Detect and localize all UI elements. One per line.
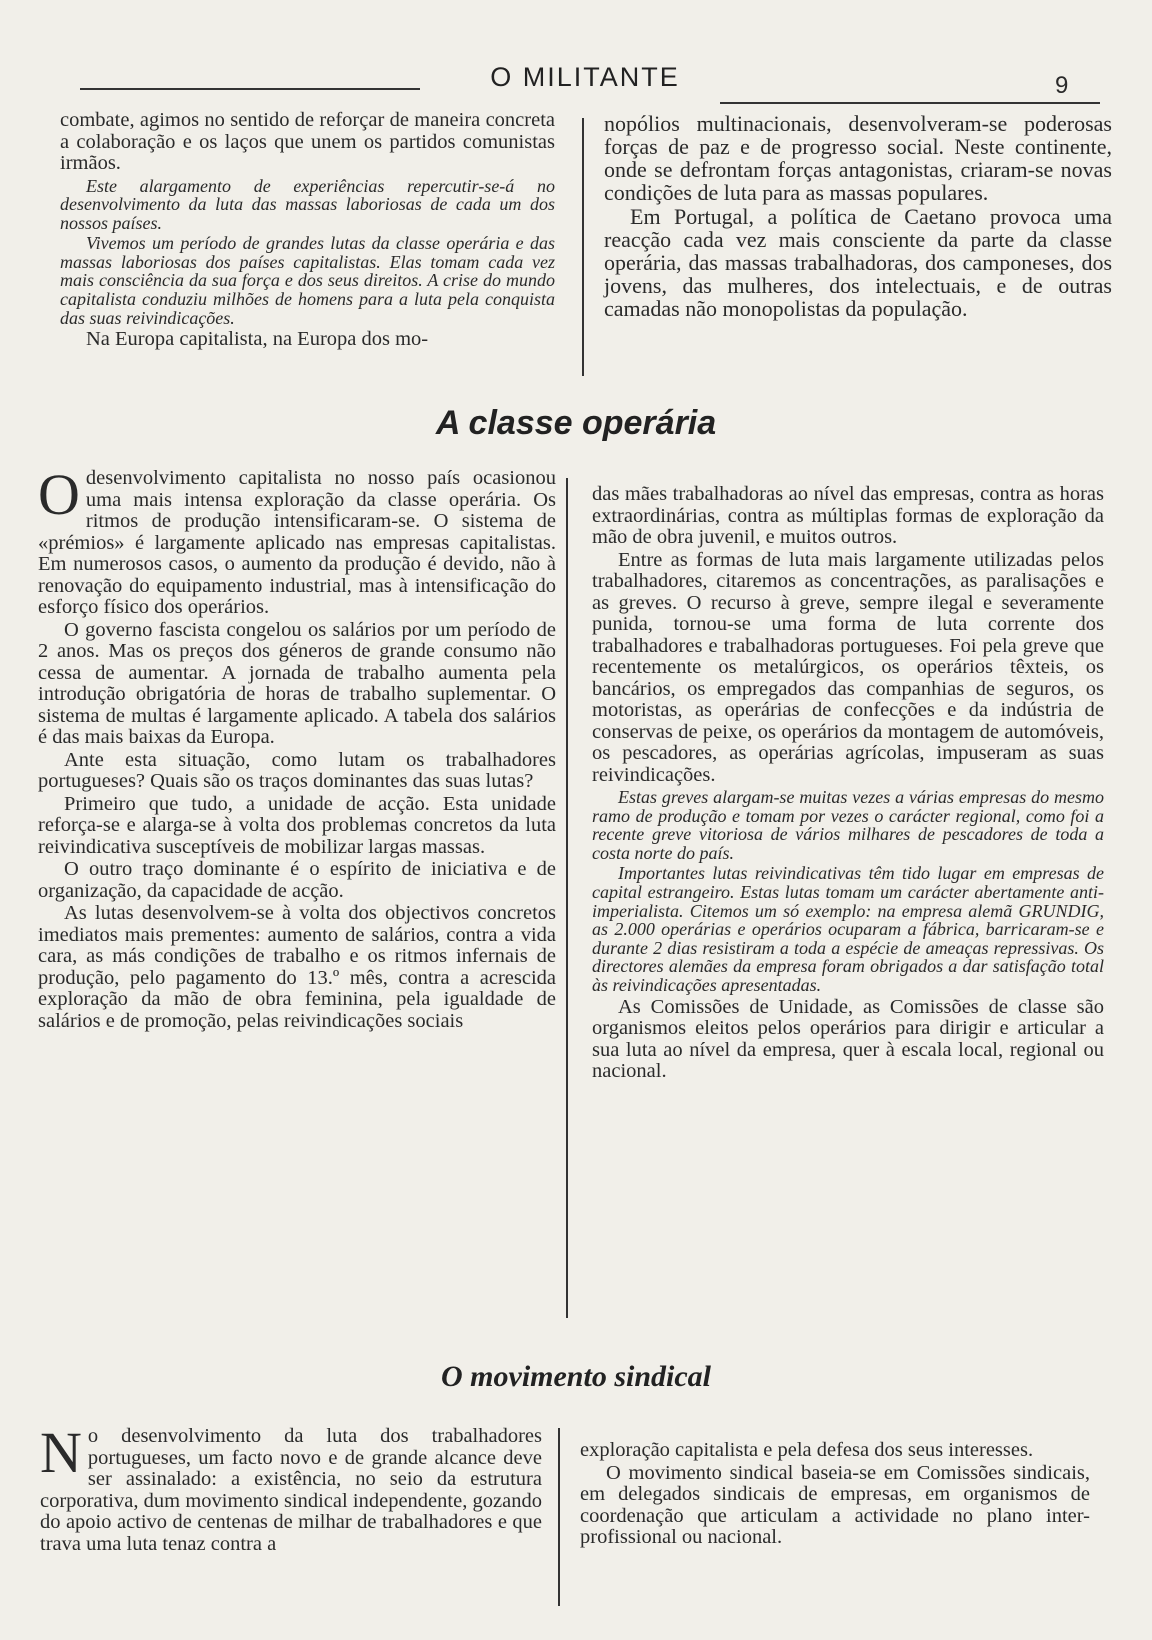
top-left-italic-paragraph: Vivemos um período de grandes lutas da classe operária e das massas laboriosas dos países capitalistas. Elas tomam cada vez mais consciência da sua força e dos seus direitos. A crise do mundo capitalista conduziu milhões de homens para a luta pela conquista das suas reivindicações. bbox=[60, 233, 555, 328]
section1-right-italic-paragraph: Estas greves alargam-se muitas vezes a várias empresas do mesmo ramo de produção e tomam por vezes o carácter regional, como foi a recente greve vitoriosa de vários milhares de pescadores de toda a costa norte do país. bbox=[592, 787, 1104, 863]
section1-right-paragraph: das mães trabalhadoras ao nível das empresas, contra as horas extraordinárias, contra as múltiplas formas de exploração da mão de obra juvenil, e muitos outros. bbox=[592, 483, 1104, 548]
top-left-column bbox=[60, 110, 555, 352]
section1-left-paragraph: O governo fascista congelou os salários por um período de 2 anos. Mas os preços dos géneros de grande consumo não cessa de aumentar. A jornada de trabalho aumenta pela introdução obrigatória de horas de trabalho suplementar. O sistema de multas é largamente aplicado. A tabela dos salários é das mais baixas da Europa. bbox=[38, 618, 556, 748]
section2-right-paragraph: exploração capitalista e pela defesa dos seus interesses. bbox=[580, 1439, 1034, 1461]
top-column-divider bbox=[582, 118, 584, 376]
section1-right-italic-paragraph: Importantes lutas reivindicativas têm tido lugar em empresas de capital estrangeiro. Estas lutas tomam um carácter abertamente anti-imperialista. Citemos um só exemplo: na empresa alemã GRUNDIG, as 2.000 operárias e operários ocuparam a fábrica, barricaram-se e durante 2 dias resistiram a toda a espécie de ameaças repressivas. Os directores alemães da empresa foram obrigados a dar satisfação total às reivindicações apresentadas. bbox=[592, 863, 1104, 995]
section2-first-paragraph: o desenvolvimento da luta dos trabalhadores portugueses, um facto novo e de grande alcance deve ser assinalado: a existência, no seio da estrutura corporativa, dum movimento sindical independente, gozando do apoio activo de centenas de milhar de trabalhadores e que trava uma luta tenaz contra a bbox=[40, 1426, 542, 1555]
page-header bbox=[60, 58, 1110, 110]
publication-title: O MILITANTE bbox=[490, 62, 680, 92]
page-number: 9 bbox=[1055, 72, 1069, 99]
section1-left-paragraph: As lutas desenvolvem-se à volta dos objectivos concretos imediatos mais prementes: aumento de salários, contra a vida cara, as más condições de trabalho e os ritmos infernais de produção, pelo pagamento do 13.º mês, contra a acrescida exploração da mão de obra feminina, pela igualdade de salários e de promoção, pelas reivindicações sociais bbox=[38, 902, 556, 1032]
top-left-paragraph: Na Europa capitalista, na Europa dos mo- bbox=[86, 328, 429, 351]
section1-left-paragraph: O outro traço dominante é o espírito de iniciativa e de organização, da capacidade de acção. bbox=[38, 858, 556, 902]
section1-first-paragraph: desenvolvimento capitalista no nosso país ocasionou uma mais intensa exploração da classe operária. Os ritmos de produção intensificaram-se. O sistema de «prémios» é largamente aplicado nas empresas capitalistas. Em numerosos casos, o aumento da produção é devido, não à renovação do equipamento industrial, mas à intensificação do esforço físico dos operários. bbox=[38, 468, 556, 618]
section1-dropcap: O bbox=[38, 468, 80, 527]
section-title-movimento-sindical: O movimento sindical bbox=[441, 1360, 711, 1393]
top-left-italic-paragraph: Este alargamento de experiências repercutir-se-á no desenvolvimento da luta das massas laboriosas de cada um dos nossos países. bbox=[60, 175, 555, 233]
top-right-paragraph: nopólios multinacionais, desenvolveram-se poderosas forças de paz e de progresso social. Neste continente, onde se defrontam forças antagonistas, criaram-se novas condições de luta para as massas populares. bbox=[604, 111, 1112, 205]
section2-left-column bbox=[40, 1426, 542, 1556]
top-right-paragraph: Em Portugal, a política de Caetano provoca uma reacção cada vez mais consciente da parte da classe operária, das massas trabalhadoras, dos camponeses, dos jovens, das mulheres, dos intelectuais, e de outras camadas não monopolistas da população. bbox=[604, 204, 1112, 321]
section2-column-divider bbox=[558, 1428, 560, 1606]
section1-left-paragraph: Primeiro que tudo, a unidade de acção. Esta unidade reforça-se e alarga-se à volta dos problemas concretos da luta reivindicativa susceptíveis de mobilizar largas massas. bbox=[38, 792, 556, 858]
top-left-paragraph: combate, agimos no sentido de reforçar de maneira concreta a colaboração e os laços que unem os partidos comunistas irmãos. bbox=[60, 109, 555, 174]
section1-right-paragraph: Entre as formas de luta mais largamente utilizadas pelos trabalhadores, citaremos as concentrações, as paralisações e as greves. O recurso à greve, sempre ilegal e severamente punida, tornou-se uma forma de luta corrente dos trabalhadores e trabalhadoras portugueses. Foi pela greve que recentemente os metalúrgicos, os operários têxteis, os bancários, os empregados das companhias de seguros, os motoristas, as operárias de confecções e da indústria de conservas de peixe, os operários da montagem de automóveis, os pescadores, as operárias agrícolas, impuseram as suas reivindicações. bbox=[592, 548, 1104, 786]
section-title-classe-operaria: A classe operária bbox=[435, 404, 717, 442]
section1-left-column bbox=[38, 468, 556, 1033]
section2-right-column bbox=[580, 1440, 1090, 1550]
section1-right-paragraph: As Comissões de Unidade, as Comissões de classe são organismos eleitos pelos operários para dirigir e articular a sua luta ao nível da empresa, quer à escala local, regional ou nacional. bbox=[592, 995, 1104, 1083]
section1-column-divider bbox=[566, 478, 568, 1318]
section2-right-paragraph: O movimento sindical baseia-se em Comissões sindicais, em delegados sindicais de empresas, em organismos de coordenação que articulam a actividade no plano inter-profissional ou nacional. bbox=[580, 1461, 1090, 1548]
section2-dropcap: N bbox=[40, 1426, 82, 1485]
header-rule-right bbox=[720, 102, 1100, 104]
section1-right-column bbox=[592, 484, 1104, 1084]
top-right-column bbox=[604, 112, 1112, 321]
section1-left-paragraph: Ante esta situação, como lutam os trabalhadores portugueses? Quais são os traços dominantes das suas lutas? bbox=[38, 748, 556, 792]
